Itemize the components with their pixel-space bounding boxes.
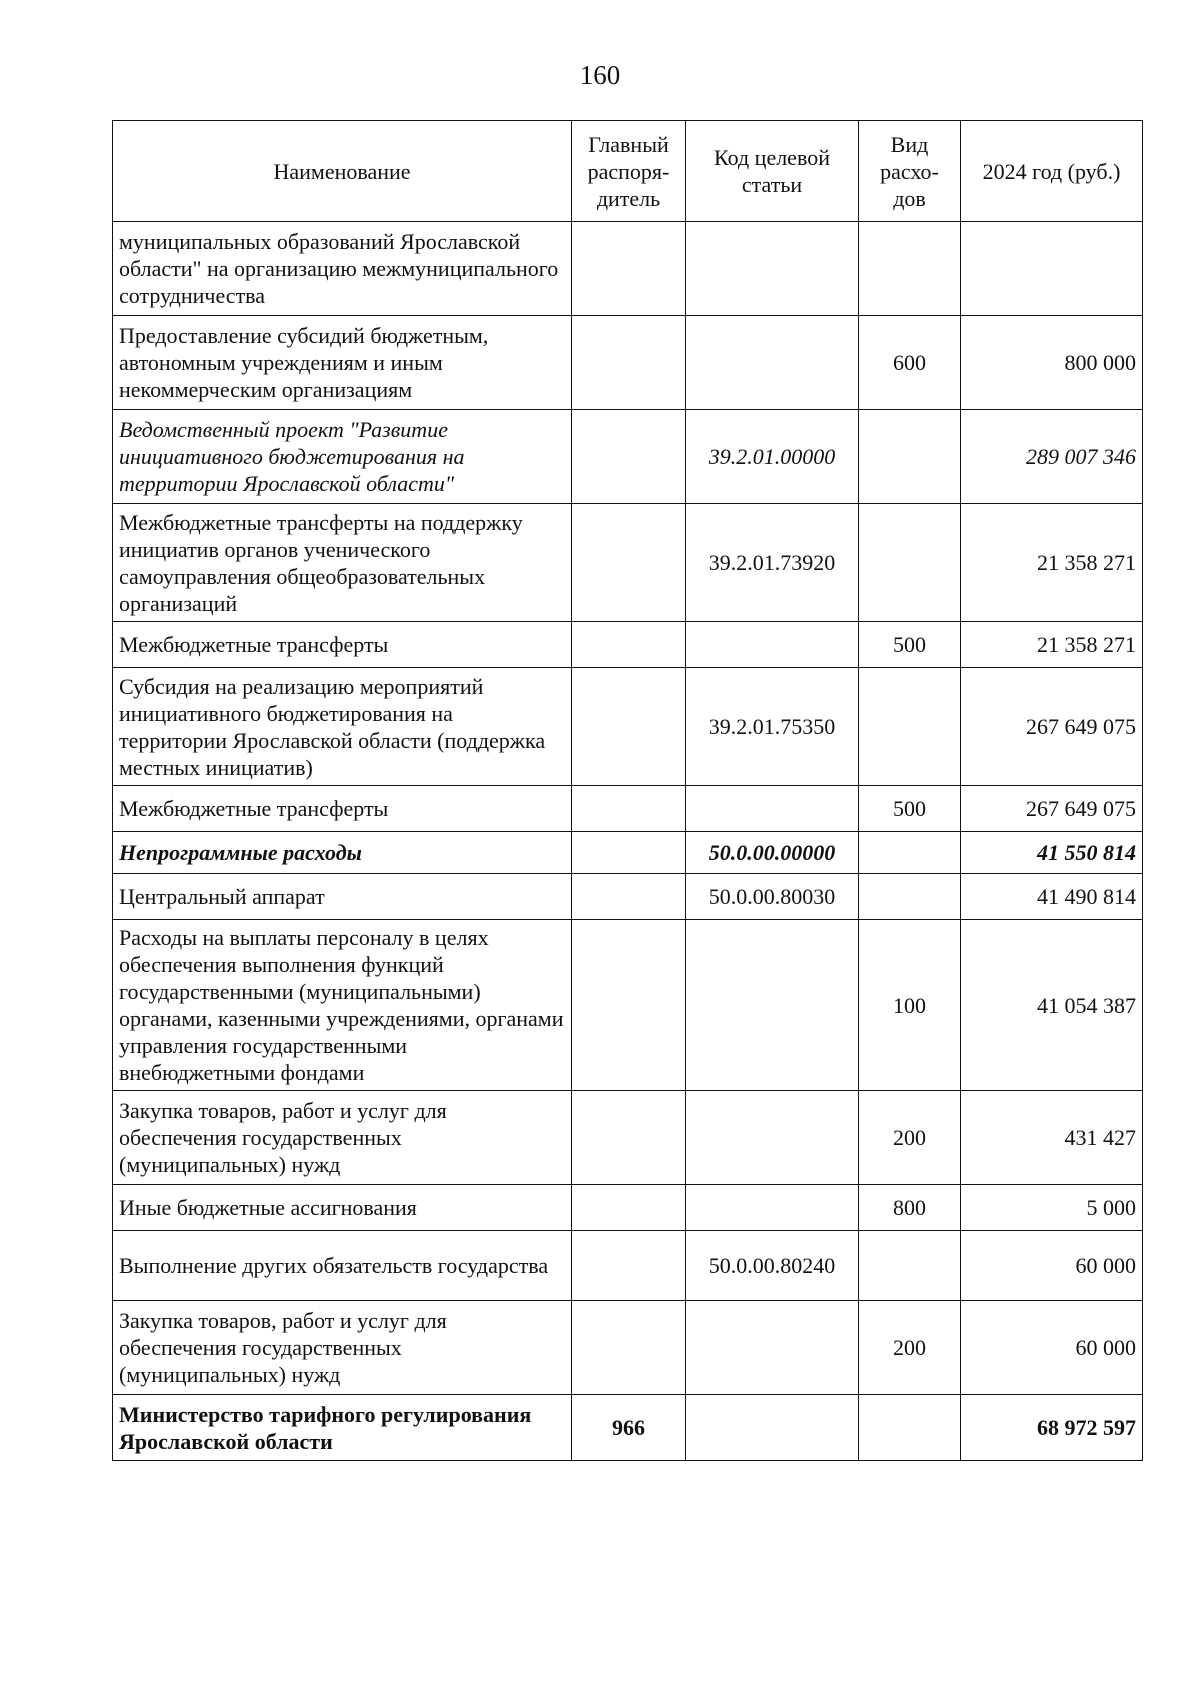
page-number: 160 — [579, 60, 621, 90]
table-row — [113, 668, 1143, 786]
cell-manager — [572, 1231, 686, 1301]
cell-name: Расходы на выплаты персоналу в целях обеспечения выполнения функций государственными (муниципальными) органами, казенными учреждениями, органами управления государственными внебюджетными фондами — [113, 920, 572, 1091]
cell-type: 100 — [859, 920, 961, 1091]
cell-manager — [572, 222, 686, 316]
table-row — [113, 410, 1143, 504]
table-body — [113, 222, 1143, 1461]
table-row — [113, 920, 1143, 1091]
cell-name: Иные бюджетные ассигнования — [113, 1185, 572, 1231]
cell-type — [859, 1395, 961, 1461]
header-manager: Главный распоря-дитель — [572, 121, 686, 222]
cell-sum: 431 427 — [961, 1091, 1143, 1185]
cell-sum: 5 000 — [961, 1185, 1143, 1231]
cell-name: Непрограммные расходы — [113, 832, 572, 874]
cell-sum: 41 550 814 — [961, 832, 1143, 874]
cell-code: 50.0.00.00000 — [686, 832, 859, 874]
cell-name: Ведомственный проект "Развитие инициативного бюджетирования на территории Ярославской области" — [113, 410, 572, 504]
cell-name: Предоставление субсидий бюджетным, автономным учреждениям и иным некоммерческим организациям — [113, 316, 572, 410]
cell-code — [686, 1395, 859, 1461]
table-row — [113, 1091, 1143, 1185]
cell-code: 39.2.01.73920 — [686, 504, 859, 622]
cell-name: Межбюджетные трансферты на поддержку инициатив органов ученического самоуправления общеобразовательных организаций — [113, 504, 572, 622]
table-row — [113, 1395, 1143, 1461]
cell-sum: 60 000 — [961, 1301, 1143, 1395]
cell-sum: 267 649 075 — [961, 786, 1143, 832]
cell-manager — [572, 1185, 686, 1231]
cell-type — [859, 668, 961, 786]
cell-name: Межбюджетные трансферты — [113, 622, 572, 668]
cell-name: Закупка товаров, работ и услуг для обеспечения государственных (муниципальных) нужд — [113, 1091, 572, 1185]
cell-code — [686, 622, 859, 668]
cell-code — [686, 1301, 859, 1395]
cell-name: Центральный аппарат — [113, 874, 572, 920]
cell-manager — [572, 316, 686, 410]
cell-code — [686, 1091, 859, 1185]
cell-code: 39.2.01.00000 — [686, 410, 859, 504]
cell-type — [859, 222, 961, 316]
cell-manager — [572, 786, 686, 832]
header-name: Наименование — [113, 121, 572, 222]
cell-sum: 289 007 346 — [961, 410, 1143, 504]
table-row — [113, 1185, 1143, 1231]
cell-name: Министерство тарифного регулирования Ярославской области — [113, 1395, 572, 1461]
table-row — [113, 1231, 1143, 1301]
table-row — [113, 786, 1143, 832]
budget-table — [112, 120, 1143, 1461]
table-row — [113, 504, 1143, 622]
cell-code — [686, 920, 859, 1091]
cell-type — [859, 832, 961, 874]
cell-sum: 21 358 271 — [961, 622, 1143, 668]
cell-sum: 800 000 — [961, 316, 1143, 410]
table-row — [113, 316, 1143, 410]
table-header-row — [113, 121, 1143, 222]
cell-manager — [572, 1091, 686, 1185]
cell-type — [859, 874, 961, 920]
cell-type: 200 — [859, 1091, 961, 1185]
cell-code — [686, 316, 859, 410]
cell-manager — [572, 920, 686, 1091]
header-sum: 2024 год (руб.) — [961, 121, 1143, 222]
cell-type — [859, 1231, 961, 1301]
cell-type: 600 — [859, 316, 961, 410]
cell-sum — [961, 222, 1143, 316]
cell-code: 50.0.00.80030 — [686, 874, 859, 920]
table-row — [113, 622, 1143, 668]
cell-type: 500 — [859, 786, 961, 832]
header-code: Код целевой статьи — [686, 121, 859, 222]
cell-name: муниципальных образований Ярославской области" на организацию межмуниципального сотрудничества — [113, 222, 572, 316]
header-type: Вид расхо-дов — [859, 121, 961, 222]
cell-sum: 267 649 075 — [961, 668, 1143, 786]
cell-manager — [572, 832, 686, 874]
cell-sum: 68 972 597 — [961, 1395, 1143, 1461]
cell-sum: 21 358 271 — [961, 504, 1143, 622]
table-row — [113, 832, 1143, 874]
cell-name: Субсидия на реализацию мероприятий инициативного бюджетирования на территории Ярославской области (поддержка местных инициатив) — [113, 668, 572, 786]
cell-code — [686, 786, 859, 832]
cell-manager: 966 — [572, 1395, 686, 1461]
cell-sum: 41 490 814 — [961, 874, 1143, 920]
cell-manager — [572, 410, 686, 504]
cell-sum: 60 000 — [961, 1231, 1143, 1301]
cell-name: Выполнение других обязательств государства — [113, 1231, 572, 1301]
cell-manager — [572, 1301, 686, 1395]
cell-type: 500 — [859, 622, 961, 668]
table-row — [113, 222, 1143, 316]
cell-type — [859, 504, 961, 622]
cell-code: 39.2.01.75350 — [686, 668, 859, 786]
cell-name: Закупка товаров, работ и услуг для обеспечения государственных (муниципальных) нужд — [113, 1301, 572, 1395]
cell-code — [686, 1185, 859, 1231]
cell-manager — [572, 504, 686, 622]
cell-manager — [572, 622, 686, 668]
cell-sum: 41 054 387 — [961, 920, 1143, 1091]
table-row — [113, 874, 1143, 920]
cell-name: Межбюджетные трансферты — [113, 786, 572, 832]
cell-code: 50.0.00.80240 — [686, 1231, 859, 1301]
cell-manager — [572, 874, 686, 920]
cell-type: 200 — [859, 1301, 961, 1395]
cell-type: 800 — [859, 1185, 961, 1231]
cell-code — [686, 222, 859, 316]
table-row — [113, 1301, 1143, 1395]
cell-type — [859, 410, 961, 504]
cell-manager — [572, 668, 686, 786]
